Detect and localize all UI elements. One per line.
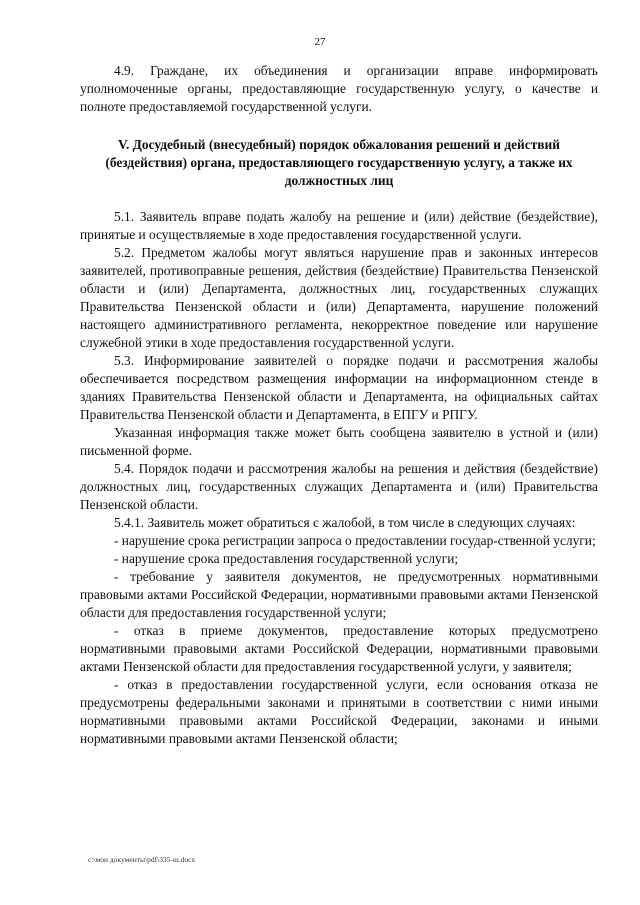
section-heading: V. Досудебный (внесудебный) порядок обжалования решений и действий (бездействия) органа, предоставляющего государственную услугу, а также их должностных лиц [105, 137, 573, 188]
document-body [80, 62, 598, 748]
paragraph-4-9: 4.9. Граждане, их объединения и организации вправе информировать уполномоченные органы, предоставляющие государственную услугу, о качестве и полноте предоставляемой государственной услуги. [80, 63, 598, 114]
paragraph-5-1: 5.1. Заявитель вправе подать жалобу на решение и (или) действие (бездействие), принятые и осуществляемые в ходе предоставления государственной услуги. [80, 209, 598, 242]
list-item: - нарушение срока предоставления государственной услуги; [114, 551, 459, 566]
footer-file-path: c:\мои документы\pdf\335-ш.docx [88, 855, 196, 864]
paragraph-info-form: Указанная информация также может быть сообщена заявителю в устной и (или) письменной форме. [80, 425, 598, 458]
paragraph-5-4: 5.4. Порядок подачи и рассмотрения жалобы на решения и действия (бездействие) должностных лиц, государственных служащих Департамента и (или) Правительства Пензенской области. [80, 461, 598, 512]
page-number: 27 [314, 36, 326, 48]
paragraph-5-4-1: 5.4.1. Заявитель может обратиться с жалобой, в том числе в следующих случаях: [114, 515, 576, 530]
paragraph-5-3: 5.3. Информирование заявителей о порядке подачи и рассмотрения жалобы обеспечивается посредством размещения информации на информационном стенде в зданиях Правительства Пензенской области и Департамента, на официальных сайтах Правительства Пензенской области и Департамента, в ЕПГУ и РПГУ. [80, 353, 598, 422]
list-item: - отказ в предоставлении государственной услуги, если основания отказа не предусмотрены федеральными законами и принятыми в соответствии с ними иными нормативными правовыми актами Российской Федерации, законами и иными нормативными правовыми актами Пензенской области; [80, 677, 598, 746]
list-item: - отказ в приеме документов, предоставление которых предусмотрено нормативными правовыми актами Российской Федерации, нормативными правовыми актами Пензенской области для предоставления государственной услуги, у заявителя; [80, 623, 598, 674]
list-item: - требование у заявителя документов, не предусмотренных нормативными правовыми актами Российской Федерации, нормативными правовыми актами Пензенской области для предоставления государственной услуги; [80, 569, 598, 620]
list-item: - нарушение срока регистрации запроса о предоставлении государ-ственной услуги; [114, 533, 596, 548]
paragraph-5-2: 5.2. Предметом жалобы могут являться нарушение прав и законных интересов заявителей, противоправные решения, действия (бездействие) Правительства Пензенской области и (или) Департамента, должностных лиц, государственных служащих Правительства Пензенской области и (или) Департамента, нарушение положений настоящего административного регламента, некорректное поведение или нарушение служебной этики в ходе предоставления государственной услуги. [80, 245, 598, 350]
